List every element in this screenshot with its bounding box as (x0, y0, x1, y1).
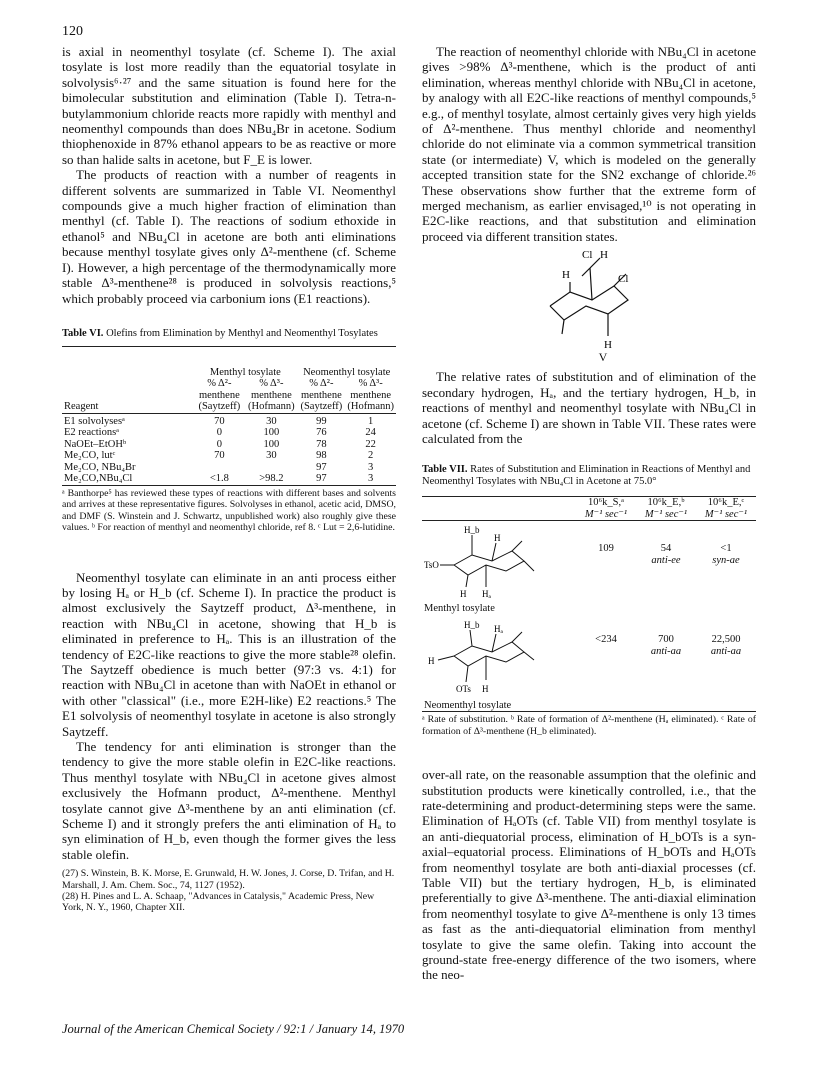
t6-col4: % Δ³-menthene (Hofmann) (347, 378, 395, 413)
table7-label: Table VII. (422, 464, 468, 476)
struct-cl: Cl (582, 249, 593, 262)
svg-text:H_b: H_b (464, 620, 480, 631)
table-row: Me₂CO,NBu₄Cl <1.8 >98.2 97 3 (64, 473, 374, 485)
struct-h3: H (604, 339, 612, 352)
left-paragraph-3: Neomenthyl tosylate can eliminate in an anti process either by losing Hₐ or H_b (cf. Scheme I). In practice the product is almost exclusively the Saytzeff product, Δ³-menthene, in reaction with NBu₄Cl in acetone, showing that H_b is eliminated in preference to Hₐ. This is an illustration of the tendency of E2C-like reactions to give the more stable²⁸ olefin. The Saytzeff obedience is much better (97:3 vs. 4:1) for reaction with NBu₄Cl in acetone than with NaOEt in ethanol or with other "classical" (i.e., more E2H-like) E2 reactions.⁵ The E1 solvolysis of neomenthyl tosylate in acetone is also strongly Saytzeff. (62, 569, 396, 739)
table-row: Me₂CO, lutᶜ 70 30 98 2 (64, 450, 374, 462)
table7-footnotes: ᵃ Rate of substitution. ᵇ Rate of formation of Δ²-menthene (Hₐ eliminated). ᶜ Rate of formation of Δ³-menthene (H_b eliminated). (422, 714, 756, 737)
page-number: 120 (62, 24, 83, 39)
table-row: NaOEt–EtOHᵇ 0 100 78 22 (64, 438, 376, 450)
neomenthyl-tosylate-structure (424, 620, 544, 696)
table7-title: Rates of Substitution and Elimination in Reactions of Menthyl and Neomenthyl Tosylates with NBu₄Cl in Acetone at 75.0° (422, 464, 751, 488)
svg-text:Hₐ: Hₐ (482, 589, 491, 600)
table6-title: Olefins from Elimination by Menthyl and Neomenthyl Tosylates (106, 327, 378, 339)
table-row: H_b H TsO H Hₐ Menthyl tosylate 109 54 anti-ee <1 syn-ae (424, 525, 740, 614)
struct-h2: H (562, 269, 570, 282)
svg-text:Hₐ: Hₐ (494, 624, 503, 635)
svg-text:H_b: H_b (464, 525, 480, 536)
t7-row-name: Menthyl tosylate (424, 602, 495, 614)
t7-col-ks: 10⁶k_S,ᵃ M⁻¹ sec⁻¹ (584, 497, 628, 520)
menthyl-tosylate-structure (424, 523, 544, 599)
reference-27: (27) S. Winstein, B. K. Morse, E. Grunwald, H. W. Jones, J. Corse, D. Trifan, and H. Marshall, J. Am. Chem. Soc., 74, 1127 (1952). (62, 868, 395, 891)
right-column (422, 44, 756, 983)
t7-col-ke1: 10⁶k_E,ᵇ M⁻¹ sec⁻¹ (644, 497, 688, 520)
journal-footer: Journal of the American Chemical Society / 92:1 / January 14, 1970 (62, 1022, 405, 1036)
t6-col3: % Δ²-menthene (Saytzeff) (300, 378, 343, 413)
table-row: E2 reactionsᵃ 0 100 76 24 (64, 427, 376, 439)
svg-text:OTs: OTs (456, 684, 471, 695)
t6-group-neomenthyl: Neomenthyl tosylate (303, 366, 391, 378)
svg-text:H: H (428, 656, 435, 667)
table7 (422, 496, 756, 714)
t7-col-ke2: 10⁶k_E,ᶜ M⁻¹ sec⁻¹ (704, 497, 748, 520)
svg-text:H: H (460, 589, 467, 600)
table7-caption (422, 464, 756, 488)
svg-text:H: H (494, 533, 501, 544)
t7-row-name: Neomenthyl tosylate (424, 699, 512, 711)
table6-caption (62, 328, 396, 340)
t6-group-menthyl: Menthyl tosylate (209, 366, 281, 378)
left-paragraph-1: is axial in neomenthyl tosylate (cf. Scheme I). The axial tosylate is lost more readily than the equatorial tosylate in solvolysis⁶·²⁷ and the same situation is found here for the bimolecular substitution and elimination (Table I). Tetra-n-butylammonium chloride reacts more rapidly with menthyl and neomenthyl compounds than does NBu₄Br in acetone. Sodium thiophenoxide in 87% ethanol appears to be as reactive or more so than halide salts in acetone, but F_E is lower. (62, 44, 396, 167)
table6 (62, 346, 396, 488)
table6-label: Table VI. (62, 327, 104, 339)
svg-text:H: H (482, 684, 489, 695)
struct-cl2: Cl (618, 273, 629, 286)
struct-h1: H (600, 249, 608, 262)
t6-col2: % Δ³-menthene (Hofmann) (248, 378, 295, 413)
table-row: Me₂CO, NBu₄Br 97 3 (64, 461, 374, 473)
structure-v-diagram (422, 244, 756, 354)
left-column (62, 44, 396, 914)
table-row: H_b Hₐ H OTs H Neomenthyl tosylate <234 700 anti-aa 22,500 anti-aa (424, 620, 742, 711)
svg-text:TsO: TsO (424, 560, 439, 571)
structure-v-label: V (598, 350, 608, 365)
right-paragraph-1: The reaction of neomenthyl chloride with NBu₄Cl in acetone gives >98% Δ³-menthene, which is the product of anti elimination, whereas menthyl chloride with NBu₄Cl in acetone, by analogy with all E2C-like reactions of menthyl compounds,⁵ e.g., of menthyl tosylate, almost certainly gives very high yields of Δ²-menthene. Thus menthyl chloride and neomenthyl chloride do not eliminate via a common symmetrical transition state (or intermediate) V, which is modeled on the generally accepted transition state for the SN2 exchange of chloride.²⁶ These observations show further that the extreme form of merged mechanism, as earlier envisaged,¹⁰ is not operating in E2C-like reactions, and that substitution and elimination proceed via different transition states. (422, 44, 756, 244)
t6-reagent-header: Reagent (64, 401, 99, 413)
reference-28: (28) H. Pines and L. A. Schaap, "Advances in Catalysis," Academic Press, New York, N. Y., 1960, Chapter XII. (62, 891, 375, 914)
left-paragraph-2: The products of reaction with a number of reagents in different solvents are summarized in Table VI. Neomenthyl compounds give a much higher fraction of elimination than menthyl (cf. Table I). The reactions of sodium ethoxide in ethanol⁵ and NBu₄Cl in acetone are both anti eliminations because menthyl tosylate gives only Δ²-menthene (cf. Scheme I). However, a high percentage of the thermodynamically more stable Δ³-menthene²⁸ is produced in solvolysis reactions,⁵ which probably proceed via carbonium ions (E1 reactions). (62, 167, 396, 306)
left-paragraph-4: The tendency for anti elimination is stronger than the tendency to give the more stable olefin in E2C-like reactions. Thus menthyl tosylate with NBu₄Cl in acetone gives almost exclusively the Hofmann product, Δ²-menthene. Menthyl tosylate cannot give Δ³-menthene by an anti elimination (cf. Scheme I) and it strongly prefers the anti elimination of Hₐ to syn elimination of H_b, even though the former gives the less stable olefin. (62, 739, 396, 862)
right-paragraph-2: The relative rates of substitution and of elimination of the secondary hydrogen, Hₐ, and the tertiary hydrogen, H_b, in reactions of menthyl and neomenthyl tosylate with NBu₄Cl in acetone (cf. Scheme I) are shown in Table VII. These rates were calculated from the (422, 369, 756, 446)
right-paragraph-3: over-all rate, on the reasonable assumption that the olefinic and substitution products were kinetically controlled, i.e., that the rate-determining and product-determining steps were the same. Elimination of HₐOTs (cf. Table VII) from menthyl tosylate is an anti-diequatorial process, elimination of H_bOTs is a syn-axial–equatorial process. Eliminations of H_bOTs and HₐOTs from neomenthyl tosylate are both anti-diaxial processes (cf. Table VII) but the tertiary hydrogen, H_b, is eliminated preferentially to give Δ³-menthene. The anti-diaxial elimination from neomenthyl tosylate to give Δ²-menthene is only 13 times as fast as the anti-diequatorial elimination from menthyl tosylate to give the same olefin. Taking into account the ground-state free-energy difference of the two isomers, where the neo- (422, 767, 756, 983)
table6-footnotes: ᵃ Banthorpe⁵ has reviewed these types of reactions with different bases and solvents and arrives at these representative figures. Solvolyses in ethanol, acetic acid, DMSO, and DMF (S. Winstein and J. Schwartz, unpublished work) also roughly give these values. ᵇ For reaction of menthyl and neomenthyl chloride, ref 8. ᶜ Lut = 2,6-lutidine. (62, 487, 396, 534)
t6-col1: % Δ²-menthene (Saytzeff) (198, 378, 241, 413)
table-row: E1 solvolysesᵃ 70 30 99 1 (64, 415, 374, 427)
